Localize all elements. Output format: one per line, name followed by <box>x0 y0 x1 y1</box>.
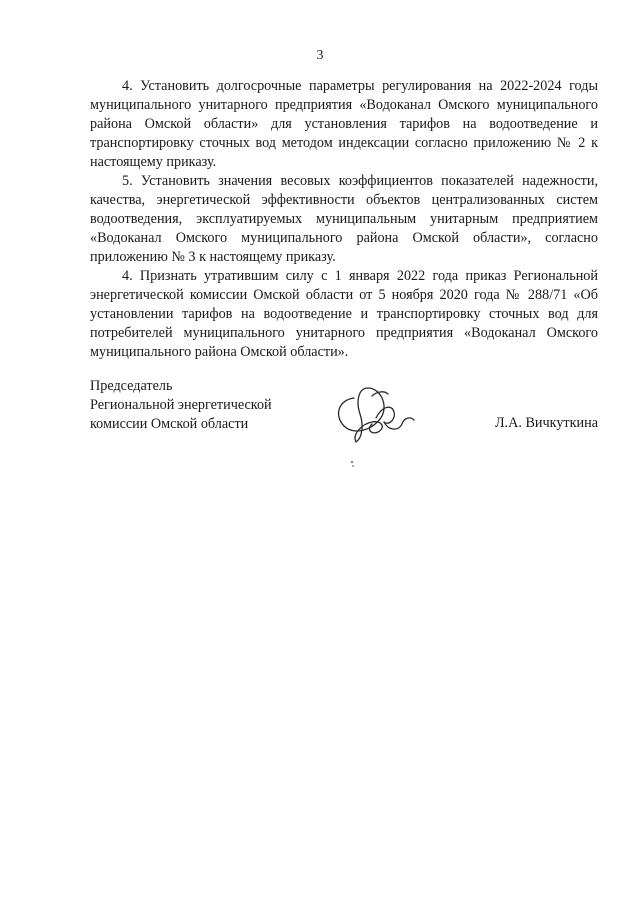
signatory-title-line: Региональной энергетической <box>90 397 272 413</box>
signatory-title-line: Председатель <box>90 378 173 394</box>
paragraph-item-4-repeal: 4. Признать утратившим силу с 1 января 2022 года приказ Региональной энергетической комиссии Омской области от 5 ноября 2020 года № 288/71 «Об установлении тарифов на водоотведение и транспортировку сточных вод для потребителей муниципального унитарного предприятия «Водоканал Омского муниципального района Омской области». <box>90 268 598 360</box>
signatory-title <box>90 377 272 434</box>
document-body <box>90 77 598 362</box>
handwritten-signature <box>332 378 422 470</box>
paragraph-item-5-coefficients: 5. Установить значения весовых коэффициентов показателей надежности, качества, энергетической эффективности объектов централизованных систем водоотведения, эксплуатируемых муниципальным унитарным предприятием «Водоканал Омского муниципального района Омской области», согласно приложению № 3 к настоящему приказу. <box>90 173 598 265</box>
signatory-title-line: комиссии Омской области <box>90 416 249 432</box>
signer-name: Л.А. Вичкуткина <box>494 415 598 431</box>
paragraph-item-4-parameters: 4. Установить долгосрочные параметры регулирования на 2022-2024 годы муниципального унитарного предприятия «Водоканал Омского муниципального района Омской области» для установления тарифов на водоотведение и транспортировку сточных вод методом индексации согласно приложению № 2 к настоящему приказу. <box>90 78 598 170</box>
page-number: 3 <box>316 48 324 63</box>
